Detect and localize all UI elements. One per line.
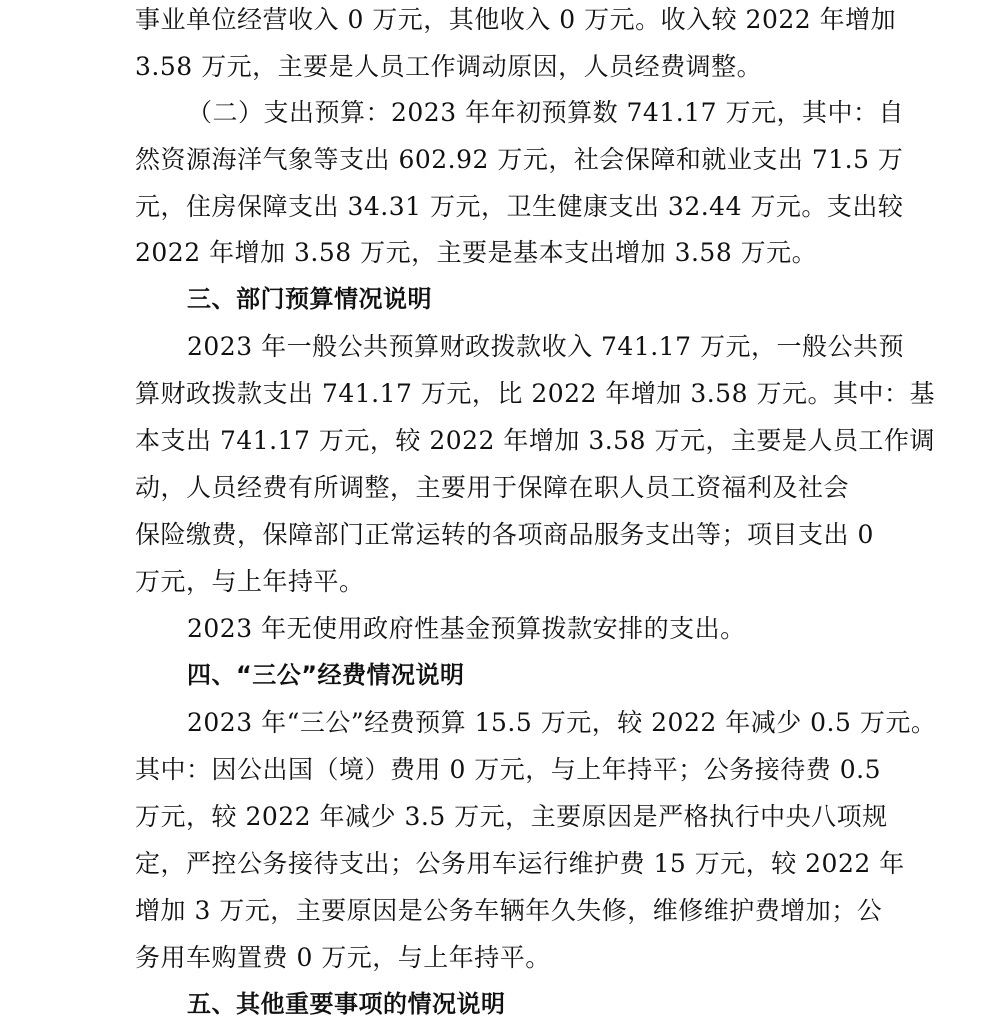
body-text-line: 动，人员经费有所调整，主要用于保障在职人员工资福利及社会	[135, 473, 850, 502]
body-text-line: 2023 年一般公共预算财政拨款收入 741.17 万元，一般公共预	[187, 332, 904, 361]
body-text-line: 万元，与上年持平。	[135, 567, 365, 596]
section-heading: 五、其他重要事项的情况说明	[187, 990, 506, 1018]
section-heading: 四、“三公”经费情况说明	[187, 661, 465, 689]
body-text-line: 本支出 741.17 万元，较 2022 年增加 3.58 万元，主要是人员工作调	[135, 426, 935, 455]
body-text-line: 万元，较 2022 年减少 3.5 万元，主要原因是严格执行中央八项规	[135, 802, 888, 831]
body-text-line: （二）支出预算：2023 年年初预算数 741.17 万元，其中：自	[187, 98, 904, 127]
body-text-line: 保险缴费，保障部门正常运转的各项商品服务支出等；项目支出 0	[135, 520, 874, 549]
body-text-line: 增加 3 万元，主要原因是公务车辆年久失修，维修维护费增加；公	[135, 896, 883, 925]
body-text-line: 务用车购置费 0 万元，与上年持平。	[135, 943, 551, 972]
body-text-line: 事业单位经营收入 0 万元，其他收入 0 万元。收入较 2022 年增加	[135, 5, 897, 34]
body-text-line: 元，住房保障支出 34.31 万元，卫生健康支出 32.44 万元。支出较	[135, 192, 904, 221]
body-text-line: 然资源海洋气象等支出 602.92 万元，社会保障和就业支出 71.5 万	[135, 145, 904, 174]
body-text-line: 3.58 万元，主要是人员工作调动原因，人员经费调整。	[135, 52, 763, 81]
body-text-line: 定，严控公务接待支出；公务用车运行维护费 15 万元，较 2022 年	[135, 849, 905, 878]
body-text-line: 2022 年增加 3.58 万元，主要是基本支出增加 3.58 万元。	[135, 238, 818, 267]
body-text-line: 2023 年无使用政府性基金预算拨款安排的支出。	[187, 614, 746, 643]
body-text-line: 2023 年“三公”经费预算 15.5 万元，较 2022 年减少 0.5 万元。	[187, 708, 937, 737]
body-text-line: 算财政拨款支出 741.17 万元，比 2022 年增加 3.58 万元。其中：基	[135, 379, 935, 408]
section-heading: 三、部门预算情况说明	[187, 285, 432, 313]
body-text-line: 其中：因公出国（境）费用 0 万元，与上年持平；公务接待费 0.5	[135, 755, 882, 784]
